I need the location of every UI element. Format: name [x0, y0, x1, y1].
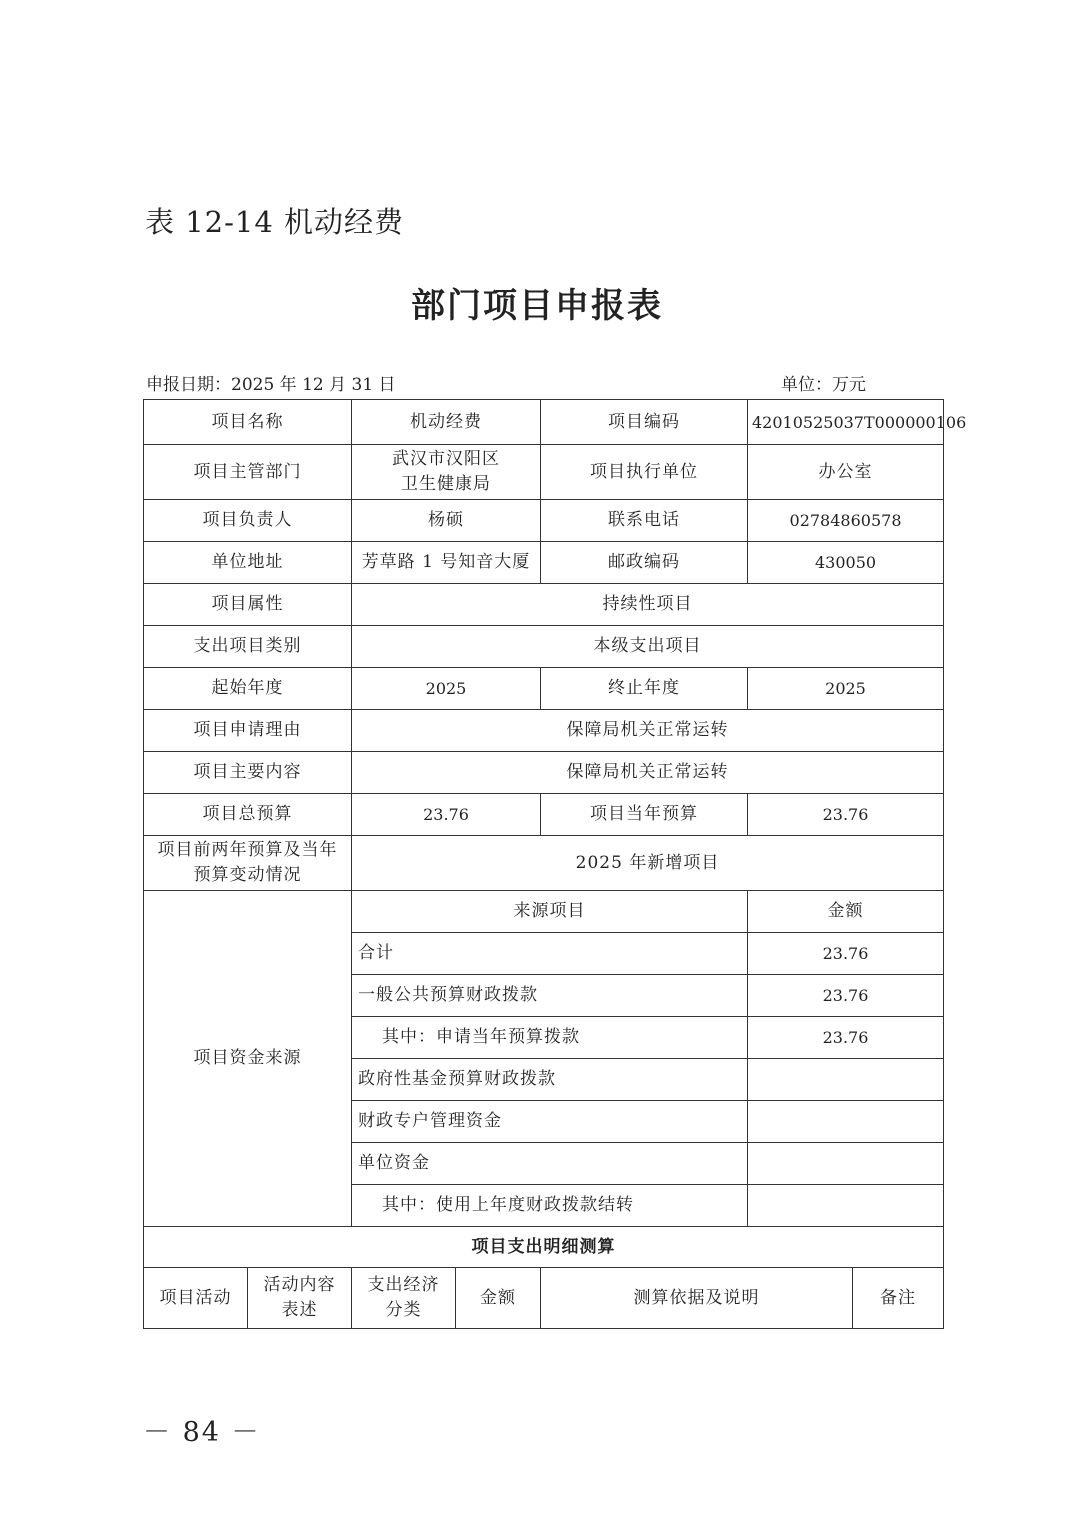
funding-item-name: 合计: [352, 933, 748, 975]
col-basis: 测算依据及说明: [541, 1268, 853, 1329]
table-row: [144, 752, 944, 794]
table-row: [144, 891, 944, 933]
attribute-label: 项目属性: [144, 584, 352, 626]
funding-header-amount: 金额: [748, 891, 944, 933]
supervising-dept-value: [352, 445, 541, 500]
zip-label: 邮政编码: [541, 542, 748, 584]
supervising-dept-line-2: 卫生健康局: [401, 474, 491, 494]
end-year-label: 终止年度: [541, 668, 748, 710]
funding-item-amount: [748, 1143, 944, 1185]
project-name-label: 项目名称: [144, 400, 352, 445]
unit-label: 单位：万元: [781, 375, 866, 395]
table-row: [144, 584, 944, 626]
funding-item-name: 一般公共预算财政拨款: [352, 975, 748, 1017]
start-year-value: 2025: [352, 668, 541, 710]
funding-item-name: 政府性基金预算财政拨款: [352, 1059, 748, 1101]
table-row: [144, 668, 944, 710]
total-budget-value: 23.76: [352, 794, 541, 836]
funding-item-amount: [748, 1185, 944, 1227]
expenditure-detail-heading: 项目支出明细测算: [144, 1227, 944, 1268]
col-remark: 备注: [853, 1268, 944, 1329]
col-description: [248, 1268, 352, 1329]
category-value: 本级支出项目: [352, 626, 944, 668]
funding-item-name: 其中：使用上年度财政拨款结转: [352, 1185, 748, 1227]
col-economic-class: [352, 1268, 456, 1329]
phone-value: 02784860578: [748, 500, 944, 542]
table-row: [144, 500, 944, 542]
exec-unit-label: 项目执行单位: [541, 445, 748, 500]
table-row: [144, 400, 944, 445]
funding-item-amount: 23.76: [748, 975, 944, 1017]
category-label: 支出项目类别: [144, 626, 352, 668]
content-label: 项目主要内容: [144, 752, 352, 794]
col-description-line-2: 表述: [281, 1300, 318, 1320]
phone-label: 联系电话: [541, 500, 748, 542]
address-value: 芳草路 1 号知音大厦: [352, 542, 541, 584]
col-activity: 项目活动: [144, 1268, 248, 1329]
zip-value: 430050: [748, 542, 944, 584]
table-row: [144, 710, 944, 752]
budget-change-label: [144, 836, 352, 891]
supervising-dept-line-1: 武汉市汉阳区: [392, 449, 500, 469]
project-name-value: 机动经费: [352, 400, 541, 445]
address-label: 单位地址: [144, 542, 352, 584]
budget-change-value: 2025 年新增项目: [352, 836, 944, 891]
current-budget-value: 23.76: [748, 794, 944, 836]
current-budget-label: 项目当年预算: [541, 794, 748, 836]
table-row: [144, 445, 944, 500]
table-row: [144, 794, 944, 836]
owner-value: 杨硕: [352, 500, 541, 542]
table-caption: 表 12-14 机动经费: [145, 205, 405, 239]
funding-source-label: 项目资金来源: [144, 891, 352, 1227]
owner-label: 项目负责人: [144, 500, 352, 542]
table-row: [144, 626, 944, 668]
budget-change-label-line-1: 项目前两年预算及当年: [157, 840, 338, 860]
table-row: [144, 836, 944, 891]
project-code-label: 项目编码: [541, 400, 748, 445]
reason-value: 保障局机关正常运转: [352, 710, 944, 752]
col-amount: 金额: [456, 1268, 541, 1329]
col-economic-class-line-2: 分类: [385, 1300, 422, 1320]
table-row: [144, 542, 944, 584]
page-title: 部门项目申报表: [411, 286, 663, 326]
page-number: － 84 －: [143, 1417, 261, 1448]
funding-item-name: 其中：申请当年预算拨款: [352, 1017, 748, 1059]
col-description-line-1: 活动内容: [263, 1275, 336, 1295]
exec-unit-value: 办公室: [748, 445, 944, 500]
table-row: [144, 1227, 944, 1268]
reason-label: 项目申请理由: [144, 710, 352, 752]
funding-item-amount: 23.76: [748, 933, 944, 975]
project-application-table: [143, 399, 967, 1329]
funding-item-amount: 23.76: [748, 1017, 944, 1059]
table-row: [144, 1268, 944, 1329]
content-value: 保障局机关正常运转: [352, 752, 944, 794]
col-economic-class-line-1: 支出经济: [367, 1275, 440, 1295]
funding-item-name: 财政专户管理资金: [352, 1101, 748, 1143]
funding-header-source: 来源项目: [352, 891, 748, 933]
budget-change-label-line-2: 预算变动情况: [193, 865, 302, 885]
report-date: 申报日期：2025 年 12 月 31 日: [146, 375, 396, 395]
funding-item-name: 单位资金: [352, 1143, 748, 1185]
project-code-value: 42010525037T000000106: [748, 400, 944, 445]
total-budget-label: 项目总预算: [144, 794, 352, 836]
end-year-value: 2025: [748, 668, 944, 710]
supervising-dept-label: 项目主管部门: [144, 445, 352, 500]
funding-item-amount: [748, 1101, 944, 1143]
funding-item-amount: [748, 1059, 944, 1101]
attribute-value: 持续性项目: [352, 584, 944, 626]
start-year-label: 起始年度: [144, 668, 352, 710]
